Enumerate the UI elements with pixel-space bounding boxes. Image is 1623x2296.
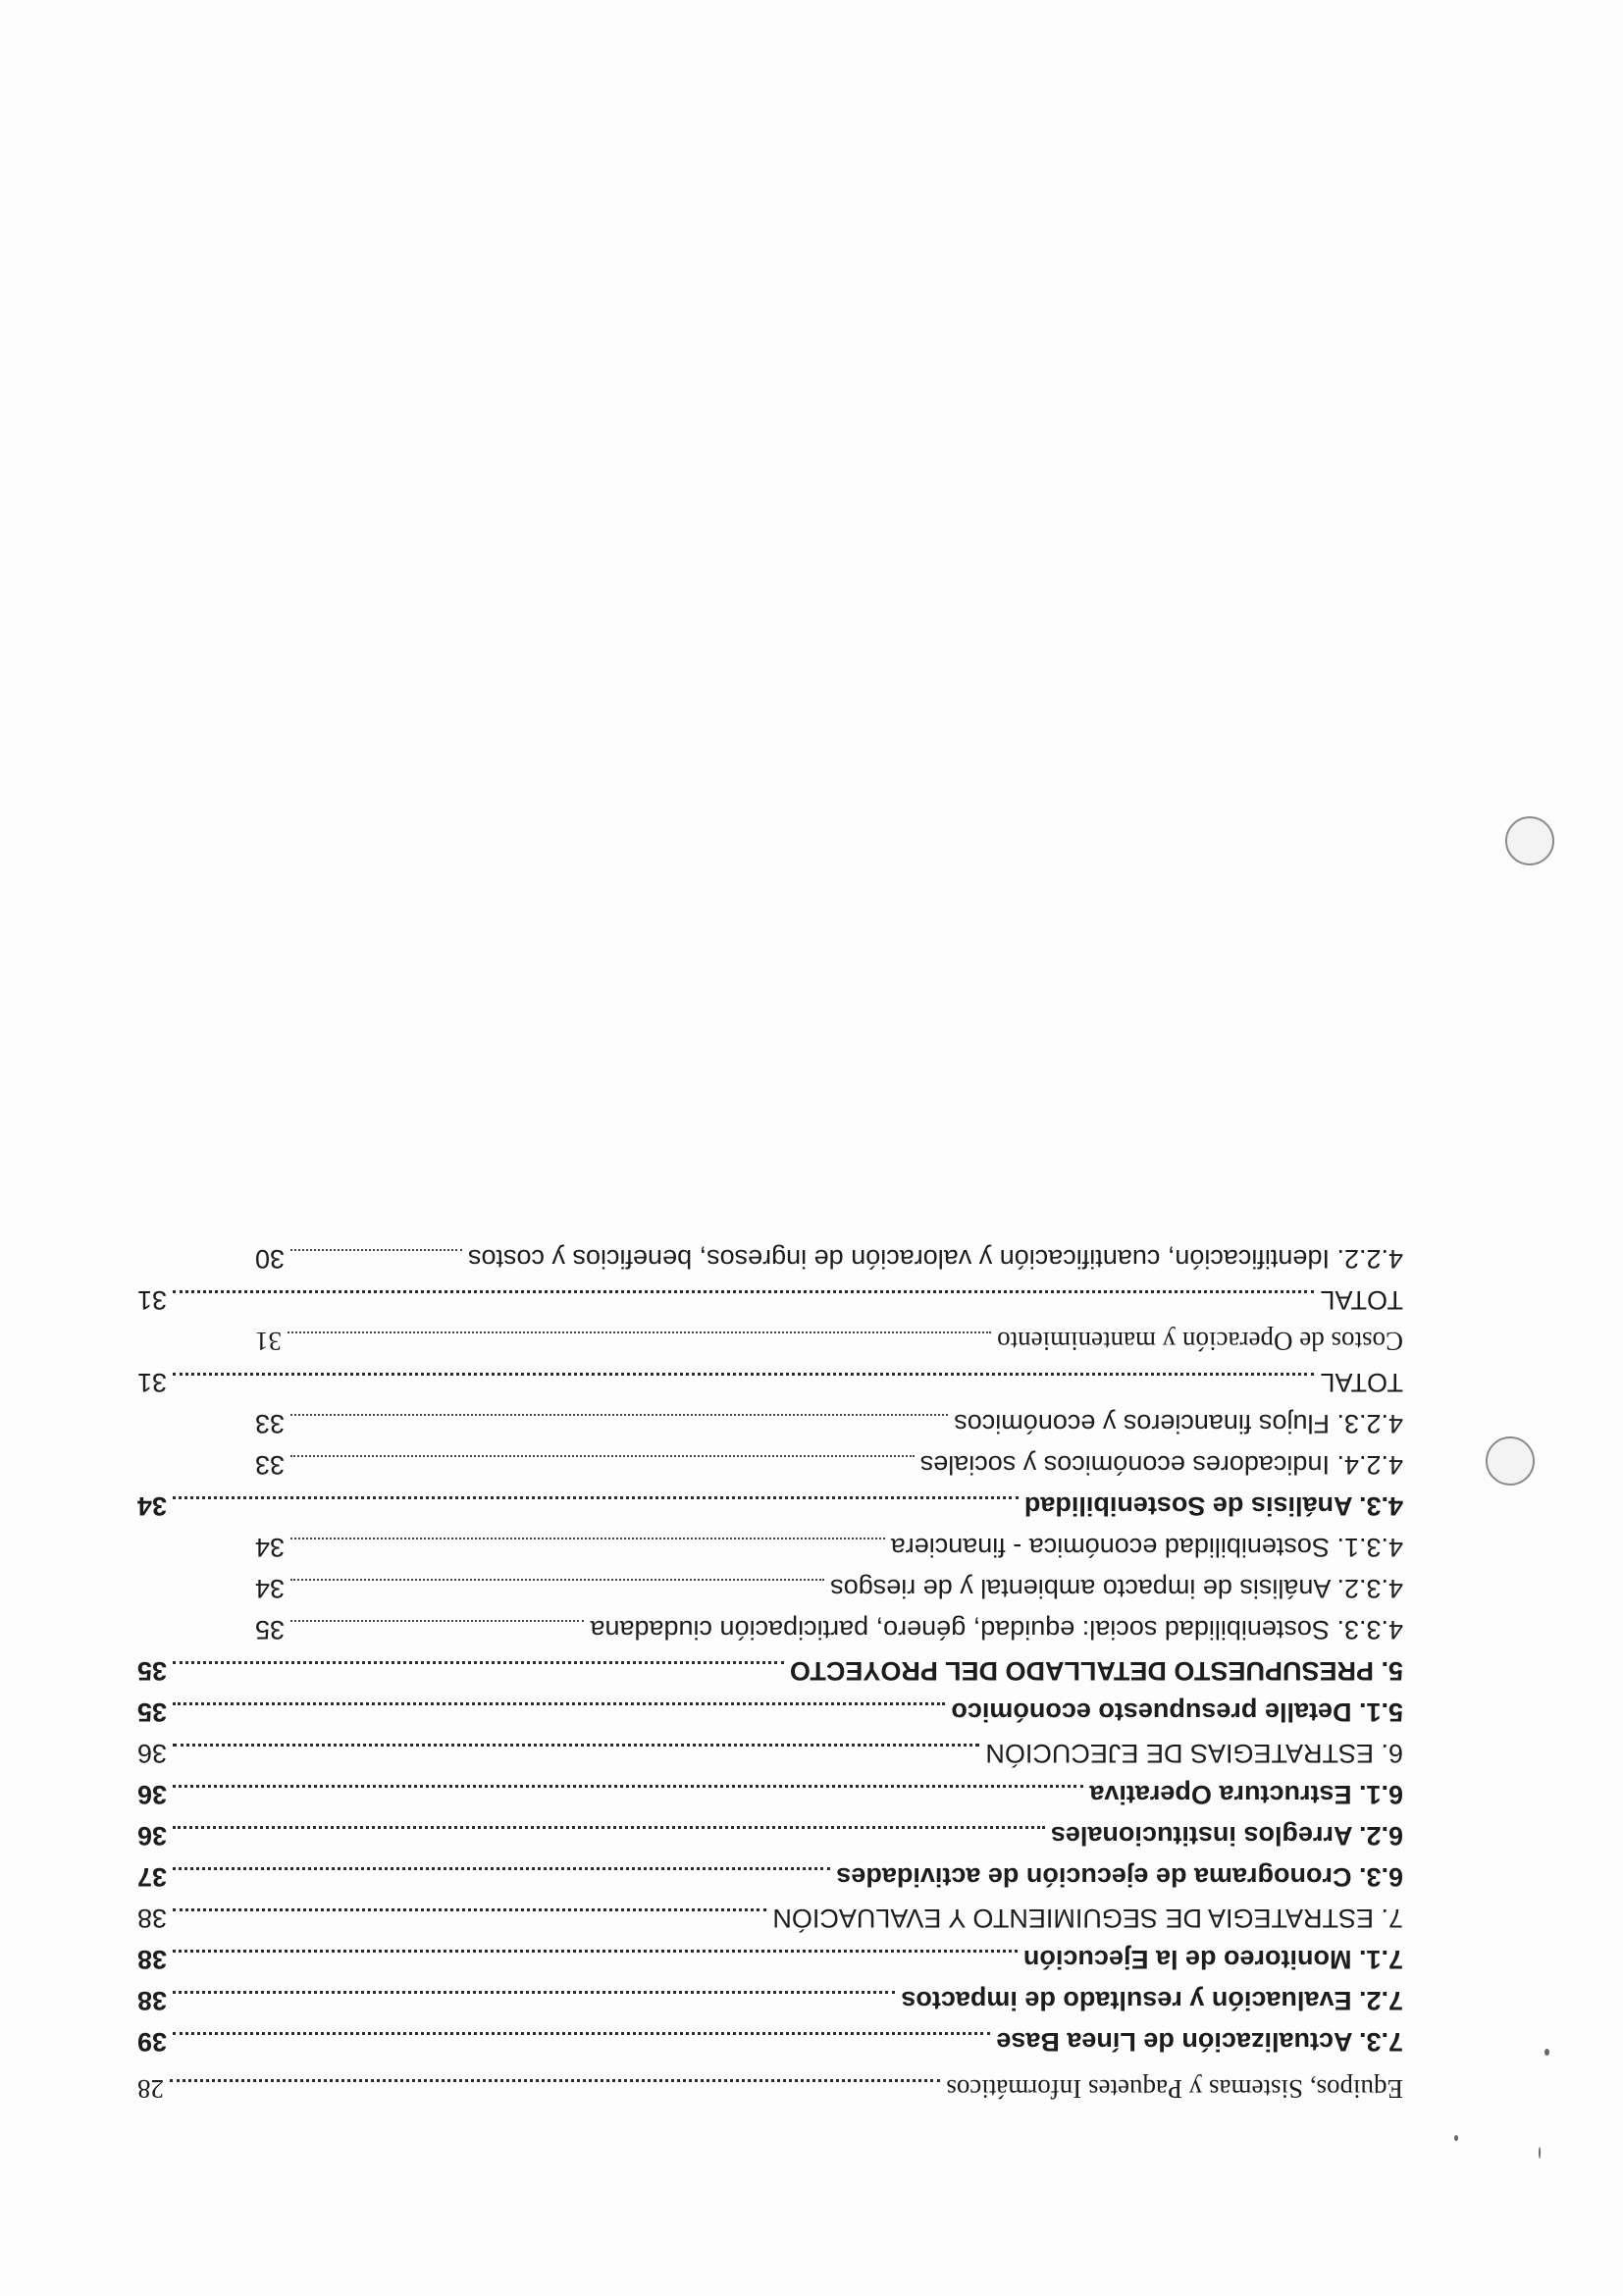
leader-dots [290, 1455, 915, 1481]
toc-entry-page: 35 [137, 1656, 168, 1686]
scan-speck [1539, 2147, 1541, 2159]
toc-entry-label: 7.1. Monitoreo de la Ejecución [1022, 1945, 1403, 1974]
toc-entry-label: TOTAL [1320, 1285, 1403, 1315]
leader-dots [173, 1290, 1314, 1317]
toc-entry [137, 1902, 1403, 1935]
scan-speck [1544, 2049, 1549, 2056]
leader-dots [170, 2079, 940, 2106]
toc-entry [137, 2072, 1403, 2106]
toc-entry-label: 4.3.2. Análisis de impacto ambiental y de riesgos [830, 1574, 1403, 1603]
toc-entry-label: 6. ESTRATEGIAS DE EJECUCIÓN [985, 1739, 1403, 1768]
toc-entry-label: Costos de Operación y mantenimiento [997, 1327, 1403, 1356]
toc-entry-page: 37 [137, 1862, 168, 1892]
toc-entry [137, 1860, 1403, 1894]
toc-entry-label: 4.3.1. Sostenibilidad económica - financiera [890, 1533, 1403, 1562]
toc-entry [137, 1943, 1403, 1976]
toc-entry-page: 38 [137, 1986, 168, 2015]
toc-entry-label: 5. PRESUPUESTO DETALLADO DEL PROYECTO [789, 1656, 1403, 1686]
toc-entry-label: 6.3. Cronograma de ejecución de actividades [836, 1862, 1403, 1892]
toc-entry-page: 31 [137, 1285, 168, 1315]
toc-entry [255, 1242, 1403, 1276]
leader-dots [173, 2032, 990, 2059]
toc-entry [137, 2025, 1403, 2059]
toc-entry [137, 1778, 1403, 1811]
leader-dots [290, 1579, 824, 1604]
leader-dots [290, 1249, 462, 1275]
toc-entry-label: 6.2. Arreglos institucionales [1050, 1821, 1403, 1851]
toc-entry-label: 7.2. Evaluación y resultado de impactos [901, 1986, 1403, 2015]
leader-dots [173, 1702, 945, 1729]
leader-dots [290, 1538, 885, 1563]
toc-entry [255, 1531, 1403, 1564]
toc-entry-page: 38 [137, 1904, 168, 1933]
leader-dots [173, 1826, 1045, 1852]
toc-entry [137, 1366, 1403, 1399]
toc-entry-label: Equipos, Sistemas y Paquetes Informáticos [946, 2074, 1403, 2104]
toc-entry-page: 35 [137, 1697, 168, 1727]
toc-entry [255, 1448, 1403, 1482]
table-of-contents [137, 1244, 1403, 2059]
leader-dots [290, 1414, 948, 1439]
toc-entry-page: 31 [255, 1327, 282, 1356]
toc-entry [137, 1489, 1403, 1523]
toc-entry-label: 4.2.4. Indicadores económicos y sociales [919, 1450, 1403, 1480]
toc-entry-page: 30 [255, 1244, 286, 1274]
toc-entry-page: 39 [137, 2027, 168, 2057]
toc-entry [255, 1325, 1403, 1358]
toc-entry-label: 4.2.3. Flujos financieros y económicos [954, 1409, 1403, 1438]
toc-entry-label: 7. ESTRATEGIA DE SEGUIMIENTO Y EVALUACIÓN [772, 1904, 1403, 1933]
toc-entry [137, 1283, 1403, 1317]
leader-dots [173, 1785, 1083, 1811]
toc-entry-page: 34 [137, 1491, 168, 1521]
toc-entry-page: 33 [255, 1409, 286, 1438]
toc-entry-label: TOTAL [1320, 1368, 1403, 1397]
toc-entry [255, 1572, 1403, 1605]
toc-entry [255, 1407, 1403, 1440]
toc-entry-page: 35 [255, 1615, 286, 1644]
toc-entry-page: 38 [137, 1945, 168, 1974]
toc-entry-label: 4.2.2. Identificación, cuantificación y valoración de ingresos, beneficios y costos [467, 1244, 1403, 1274]
toc-entry-page: 36 [137, 1739, 168, 1768]
toc-entry-label: 4.3.3. Sostenibilidad social: equidad, género, participación ciudadana [590, 1615, 1403, 1644]
leader-dots [173, 1496, 1019, 1523]
toc-entry [255, 1613, 1403, 1646]
leader-dots [290, 1620, 584, 1645]
scan-speck [1454, 2135, 1458, 2141]
leader-dots [173, 1950, 1018, 1976]
toc-entry-label: 4.3. Análisis de Sostenibilidad [1023, 1491, 1403, 1521]
leader-dots [173, 1373, 1314, 1399]
leader-dots [288, 1331, 991, 1357]
toc-entry [137, 1654, 1403, 1688]
toc-entry-page: 36 [137, 1780, 168, 1809]
toc-entry [137, 1819, 1403, 1852]
toc-entry [137, 1696, 1403, 1729]
leader-dots [173, 1744, 979, 1770]
toc-entry [137, 1737, 1403, 1770]
leader-dots [173, 1991, 895, 2017]
toc-entry-page: 34 [255, 1574, 286, 1603]
punch-hole-lower [1486, 1436, 1535, 1486]
toc-entry-page: 34 [255, 1533, 286, 1562]
punch-hole-upper [1505, 816, 1554, 865]
toc-entry-label: 5.1. Detalle presupuesto económico [951, 1697, 1403, 1727]
leader-dots [173, 1661, 784, 1688]
leader-dots [173, 1867, 830, 1894]
leader-dots [173, 1908, 766, 1935]
toc-entry-label: 6.1. Estructura Operativa [1089, 1780, 1403, 1809]
toc-entry-page: 36 [137, 1821, 168, 1851]
toc-entry [137, 1984, 1403, 2017]
toc-entry-page: 31 [137, 1368, 168, 1397]
toc-entry-label: 7.3. Actualización de Línea Base [996, 2027, 1403, 2057]
toc-first-entry-wrap [137, 2066, 1403, 2106]
toc-entry-page: 28 [137, 2074, 164, 2104]
toc-entry-page: 33 [255, 1450, 286, 1480]
